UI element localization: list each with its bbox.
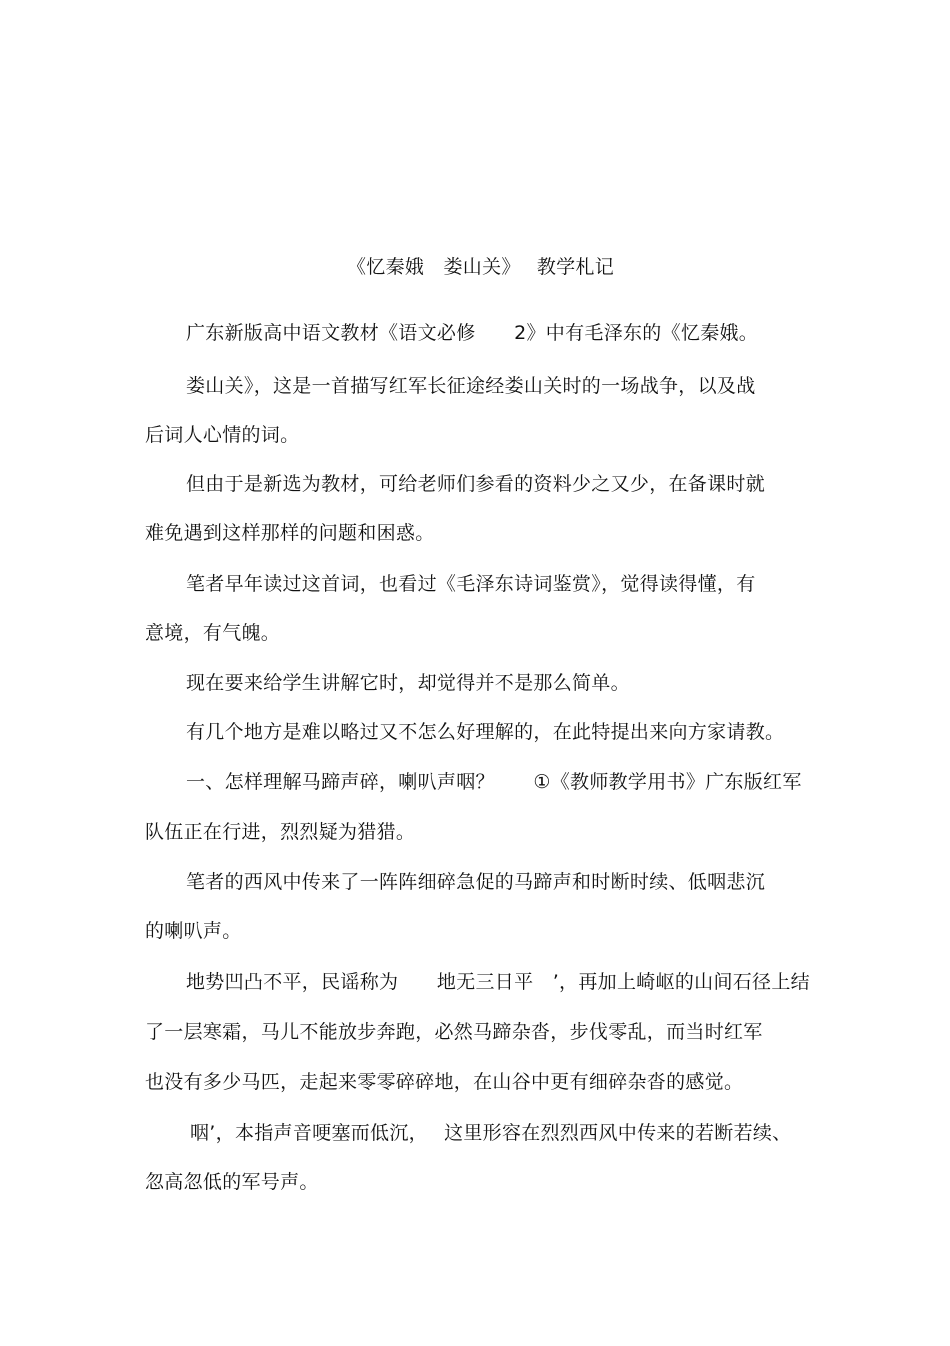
paragraph-line: 娄山关》，这是一首描写红军长征途经娄山关时的一场战争，以及战 xyxy=(186,375,756,397)
paragraph-line: 队伍正在行进，烈烈疑为猎猎。 xyxy=(145,821,416,843)
paragraph-line: 咽’，本指声音哽塞而低沉， 这里形容在烈烈西风中传来的若断若续、 xyxy=(190,1122,792,1144)
paragraph-line: 笔者早年读过这首词，也看过《毛泽东诗词鉴赏》，觉得读得懂，有 xyxy=(186,573,756,595)
paragraph-line: 了一层寒霜，马儿不能放步奔跑，必然马蹄杂沓，步伐零乱，而当时红军 xyxy=(145,1021,763,1043)
paragraph-line: 地势凹凸不平，民谣称为 地无三日平 ’，再加上崎岖的山间石径上结 xyxy=(186,971,810,993)
paragraph-line: 也没有多少马匹，走起来零零碎碎地，在山谷中更有细碎杂沓的感觉。 xyxy=(145,1071,744,1093)
paragraph-line: 现在要来给学生讲解它时，却觉得并不是那么简单。 xyxy=(186,672,630,694)
paragraph-line: 广东新版高中语文教材《语文必修 2》中有毛泽东的《忆秦娥。 xyxy=(186,322,759,344)
paragraph-line: 难免遇到这样那样的问题和困惑。 xyxy=(145,522,435,544)
paragraph-line: 笔者的西风中传来了一阵阵细碎急促的马蹄声和时断时续、低咽悲沉 xyxy=(186,871,766,893)
paragraph-line: 一、怎样理解马蹄声碎，喇叭声咽？ ①《教师教学用书》广东版红军 xyxy=(186,771,802,793)
paragraph-line: 忽高忽低的军号声。 xyxy=(145,1171,319,1193)
paragraph-line: 有几个地方是难以略过又不怎么好理解的，在此特提出来向方家请教。 xyxy=(186,721,785,743)
document-title: 《忆秦娥 娄山关》 教学札记 xyxy=(347,256,615,278)
paragraph-line: 后词人心情的词。 xyxy=(145,424,300,446)
paragraph-line: 但由于是新选为教材，可给老师们参看的资料少之又少，在备课时就 xyxy=(186,473,766,495)
paragraph-line: 的喇叭声。 xyxy=(145,920,242,942)
paragraph-line: 意境，有气魄。 xyxy=(145,622,281,644)
